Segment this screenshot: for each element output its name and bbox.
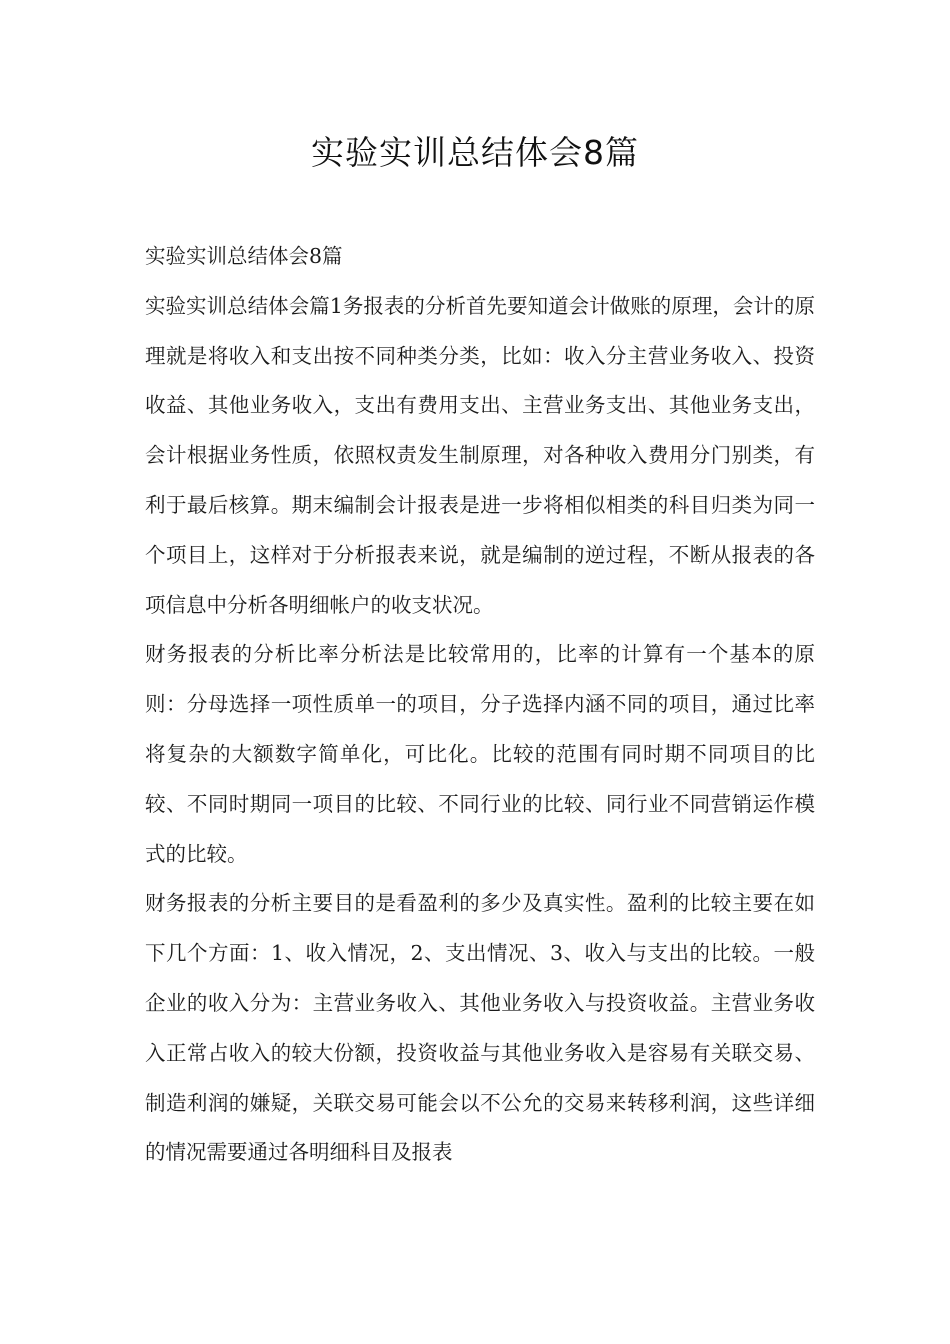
document-body: [145, 232, 815, 1178]
body-paragraph: 实验实训总结体会8篇: [145, 244, 343, 268]
body-paragraph: 实验实训总结体会篇1务报表的分析首先要知道会计做账的原理，会计的原理就是将收入和支出按不同种类分类，比如：收入分主营业务收入、投资收益、其他业务收入，支出有费用支出、主营业务支出、其他业务支出，会计根据业务性质，依照权责发生制原理，对各种收入费用分门别类，有利于最后核算。期末编制会计报表是进一步将相似相类的科目归类为同一个项目上，这样对于分析报表来说，就是编制的逆过程，不断从报表的各项信息中分析各明细帐户的收支状况。: [145, 293, 815, 617]
body-paragraph: 财务报表的分析比率分析法是比较常用的，比率的计算有一个基本的原则：分母选择一项性质单一的项目，分子选择内涵不同的项目，通过比率将复杂的大额数字简单化，可比化。比较的范围有同时期不同项目的比较、不同时期同一项目的比较、不同行业的比较、同行业不同营销运作模式的比较。: [145, 642, 815, 866]
document-title: 实验实训总结体会8篇: [311, 133, 639, 172]
body-paragraph: 财务报表的分析主要目的是看盈利的多少及真实性。盈利的比较主要在如下几个方面：1、收入情况，2、支出情况、3、收入与支出的比较。一般企业的收入分为：主营业务收入、其他业务收入与投资收益。主营业务收入正常占收入的较大份额，投资收益与其他业务收入是容易有关联交易、制造利润的嫌疑，关联交易可能会以不公允的交易来转移利润，这些详细的情况需要通过各明细科目及报表: [145, 891, 815, 1165]
